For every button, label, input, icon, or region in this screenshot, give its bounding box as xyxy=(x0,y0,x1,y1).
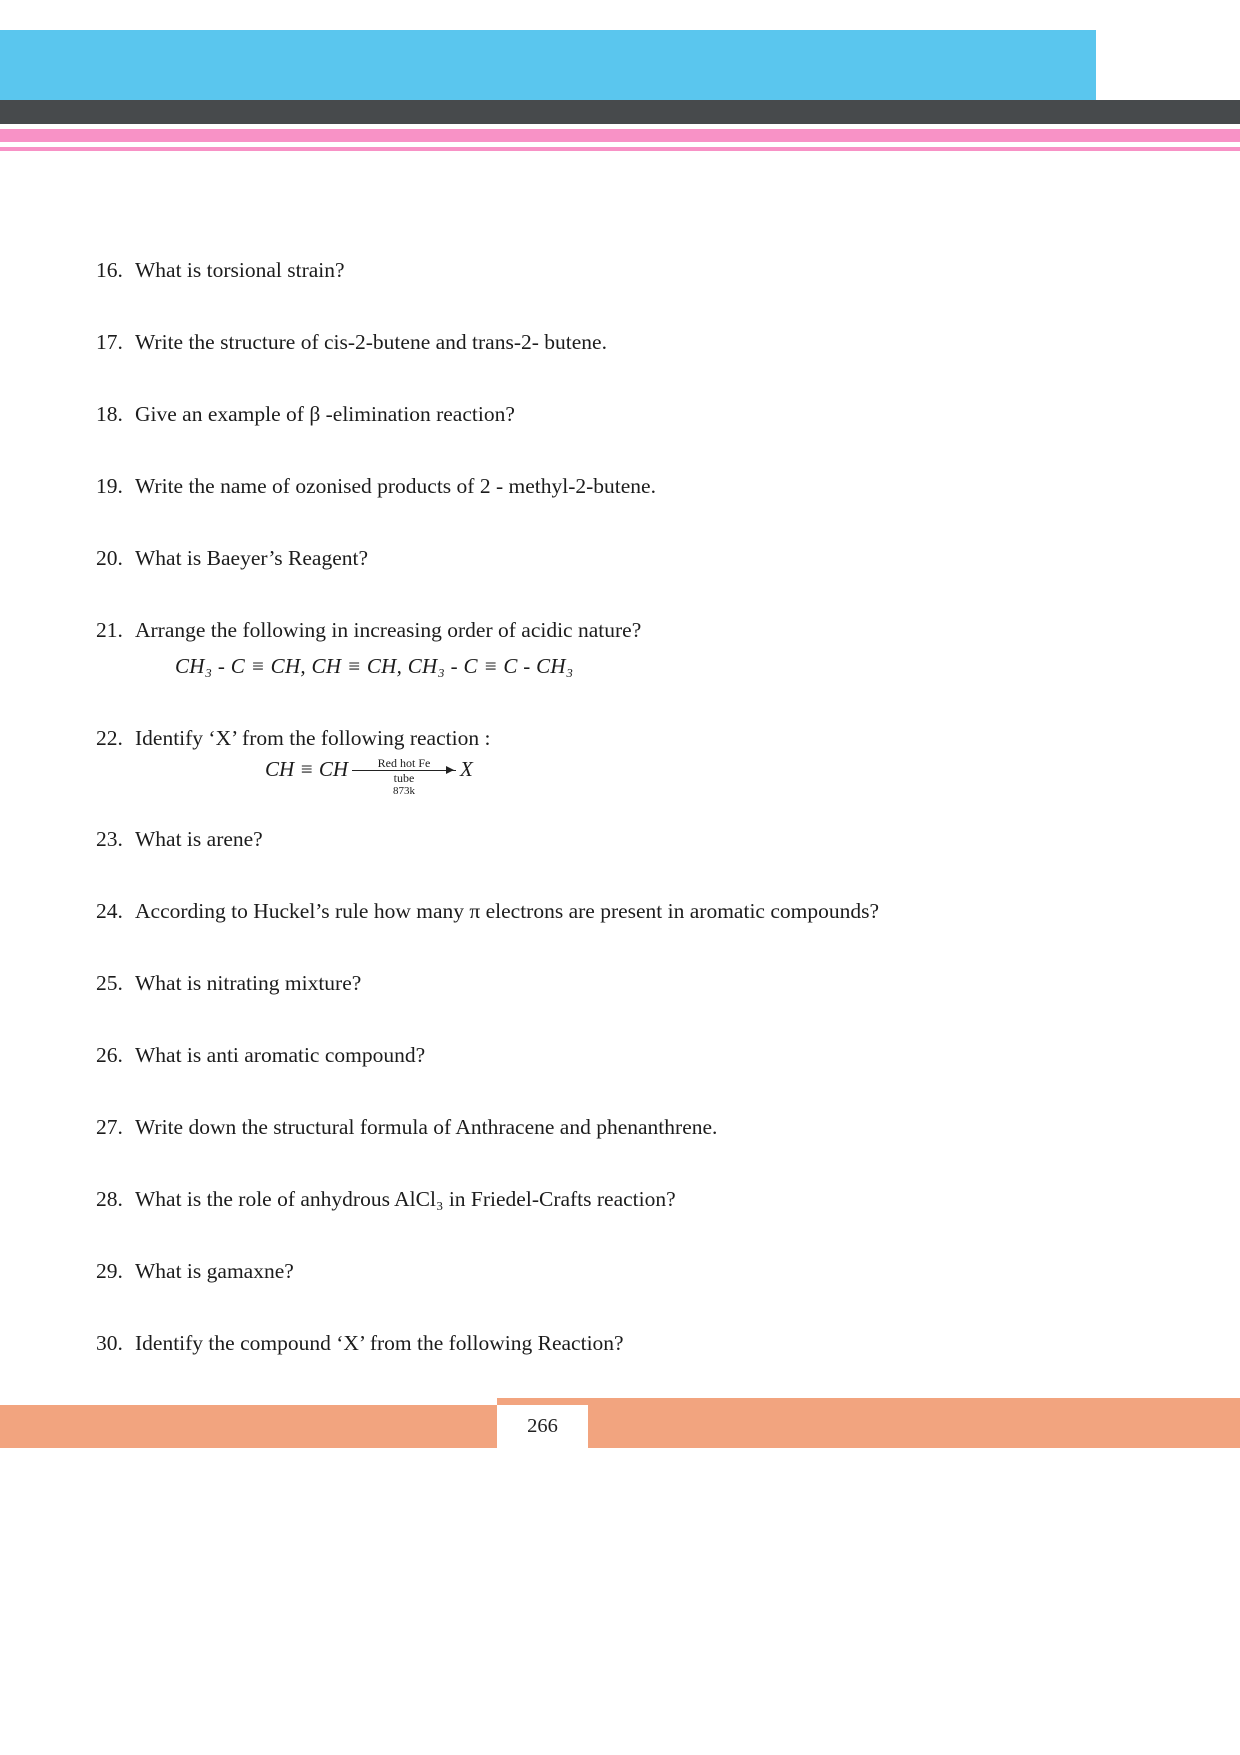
question-number: 21. xyxy=(96,618,123,642)
question-item-19 xyxy=(96,471,1185,502)
question-item-24 xyxy=(96,896,1185,927)
question-item-17 xyxy=(96,327,1185,358)
question-item-30 xyxy=(96,1328,1185,1359)
question-text: Identify the compound ‘X’ from the following Reaction? xyxy=(135,1331,624,1355)
question-number: 16. xyxy=(96,258,123,282)
question-item-16 xyxy=(96,255,1185,286)
reaction-scheme xyxy=(265,756,1185,798)
question-number: 25. xyxy=(96,971,123,995)
question-text: Give an example of β -elimination reaction? xyxy=(135,402,515,426)
question-number: 28. xyxy=(96,1187,123,1211)
question-number: 23. xyxy=(96,827,123,851)
question-text: What is anti aromatic compound? xyxy=(135,1043,426,1067)
question-item-22 xyxy=(96,723,1185,798)
header-pink-band xyxy=(0,129,1240,142)
question-item-27 xyxy=(96,1112,1185,1143)
question-number: 18. xyxy=(96,402,123,426)
reaction-reactant: CH ≡ CH xyxy=(265,756,349,781)
footer-band-left xyxy=(0,1405,497,1448)
question-item-25 xyxy=(96,968,1185,999)
question-number: 24. xyxy=(96,899,123,923)
question-text: What is Baeyer’s Reagent? xyxy=(135,546,369,570)
question-number: 22. xyxy=(96,726,123,750)
question-number: 26. xyxy=(96,1043,123,1067)
question-number: 30. xyxy=(96,1331,123,1355)
question-text: What is torsional strain? xyxy=(135,258,345,282)
question-text: What is the role of anhydrous AlCl₃ in Friedel-Crafts reaction? xyxy=(135,1187,676,1211)
question-text: What is arene? xyxy=(135,827,263,851)
header-pink-rule xyxy=(0,147,1240,151)
footer-top-strip xyxy=(497,1398,1240,1405)
question-text: Arrange the following in increasing order of acidic nature? xyxy=(135,618,642,642)
reaction-product: X xyxy=(460,756,473,781)
questions-list xyxy=(96,255,1185,1400)
question-text: Write the structure of cis-2-butene and trans-2- butene. xyxy=(135,330,607,354)
reaction-condition-temp: 873k xyxy=(393,785,416,797)
question-item-23 xyxy=(96,824,1185,855)
question-item-18 xyxy=(96,399,1185,430)
question-item-28 xyxy=(96,1184,1185,1215)
question-text: According to Huckel’s rule how many π electrons are present in aromatic compounds? xyxy=(135,899,880,923)
question-item-20 xyxy=(96,543,1185,574)
question-text: Identify ‘X’ from the following reaction : xyxy=(135,726,491,750)
question-item-21 xyxy=(96,615,1185,682)
question-number: 17. xyxy=(96,330,123,354)
question-item-29 xyxy=(96,1256,1185,1287)
question-number: 29. xyxy=(96,1259,123,1283)
question-text: What is nitrating mixture? xyxy=(135,971,362,995)
reaction-arrow-icon xyxy=(352,756,456,798)
question-text: What is gamaxne? xyxy=(135,1259,294,1283)
right-arrow-icon xyxy=(352,770,456,771)
question-text: Write the name of ozonised products of 2 - methyl-2-butene. xyxy=(135,474,656,498)
question-number: 20. xyxy=(96,546,123,570)
question-item-26 xyxy=(96,1040,1185,1071)
question-text: Write down the structural formula of Anthracene and phenanthrene. xyxy=(135,1115,718,1139)
footer-band-right xyxy=(588,1405,1240,1448)
reaction-condition-tube: tube xyxy=(393,771,415,785)
header-cyan-band xyxy=(0,30,1096,100)
reaction-condition-top: Red hot Fe xyxy=(377,756,431,770)
page-number: 266 xyxy=(497,1405,588,1448)
question-number: 19. xyxy=(96,474,123,498)
header-dark-band xyxy=(0,100,1240,124)
chemical-formula-line: CH₃ - C ≡ CH, CH ≡ CH, CH₃ - C ≡ C - CH₃ xyxy=(175,654,574,678)
question-number: 27. xyxy=(96,1115,123,1139)
